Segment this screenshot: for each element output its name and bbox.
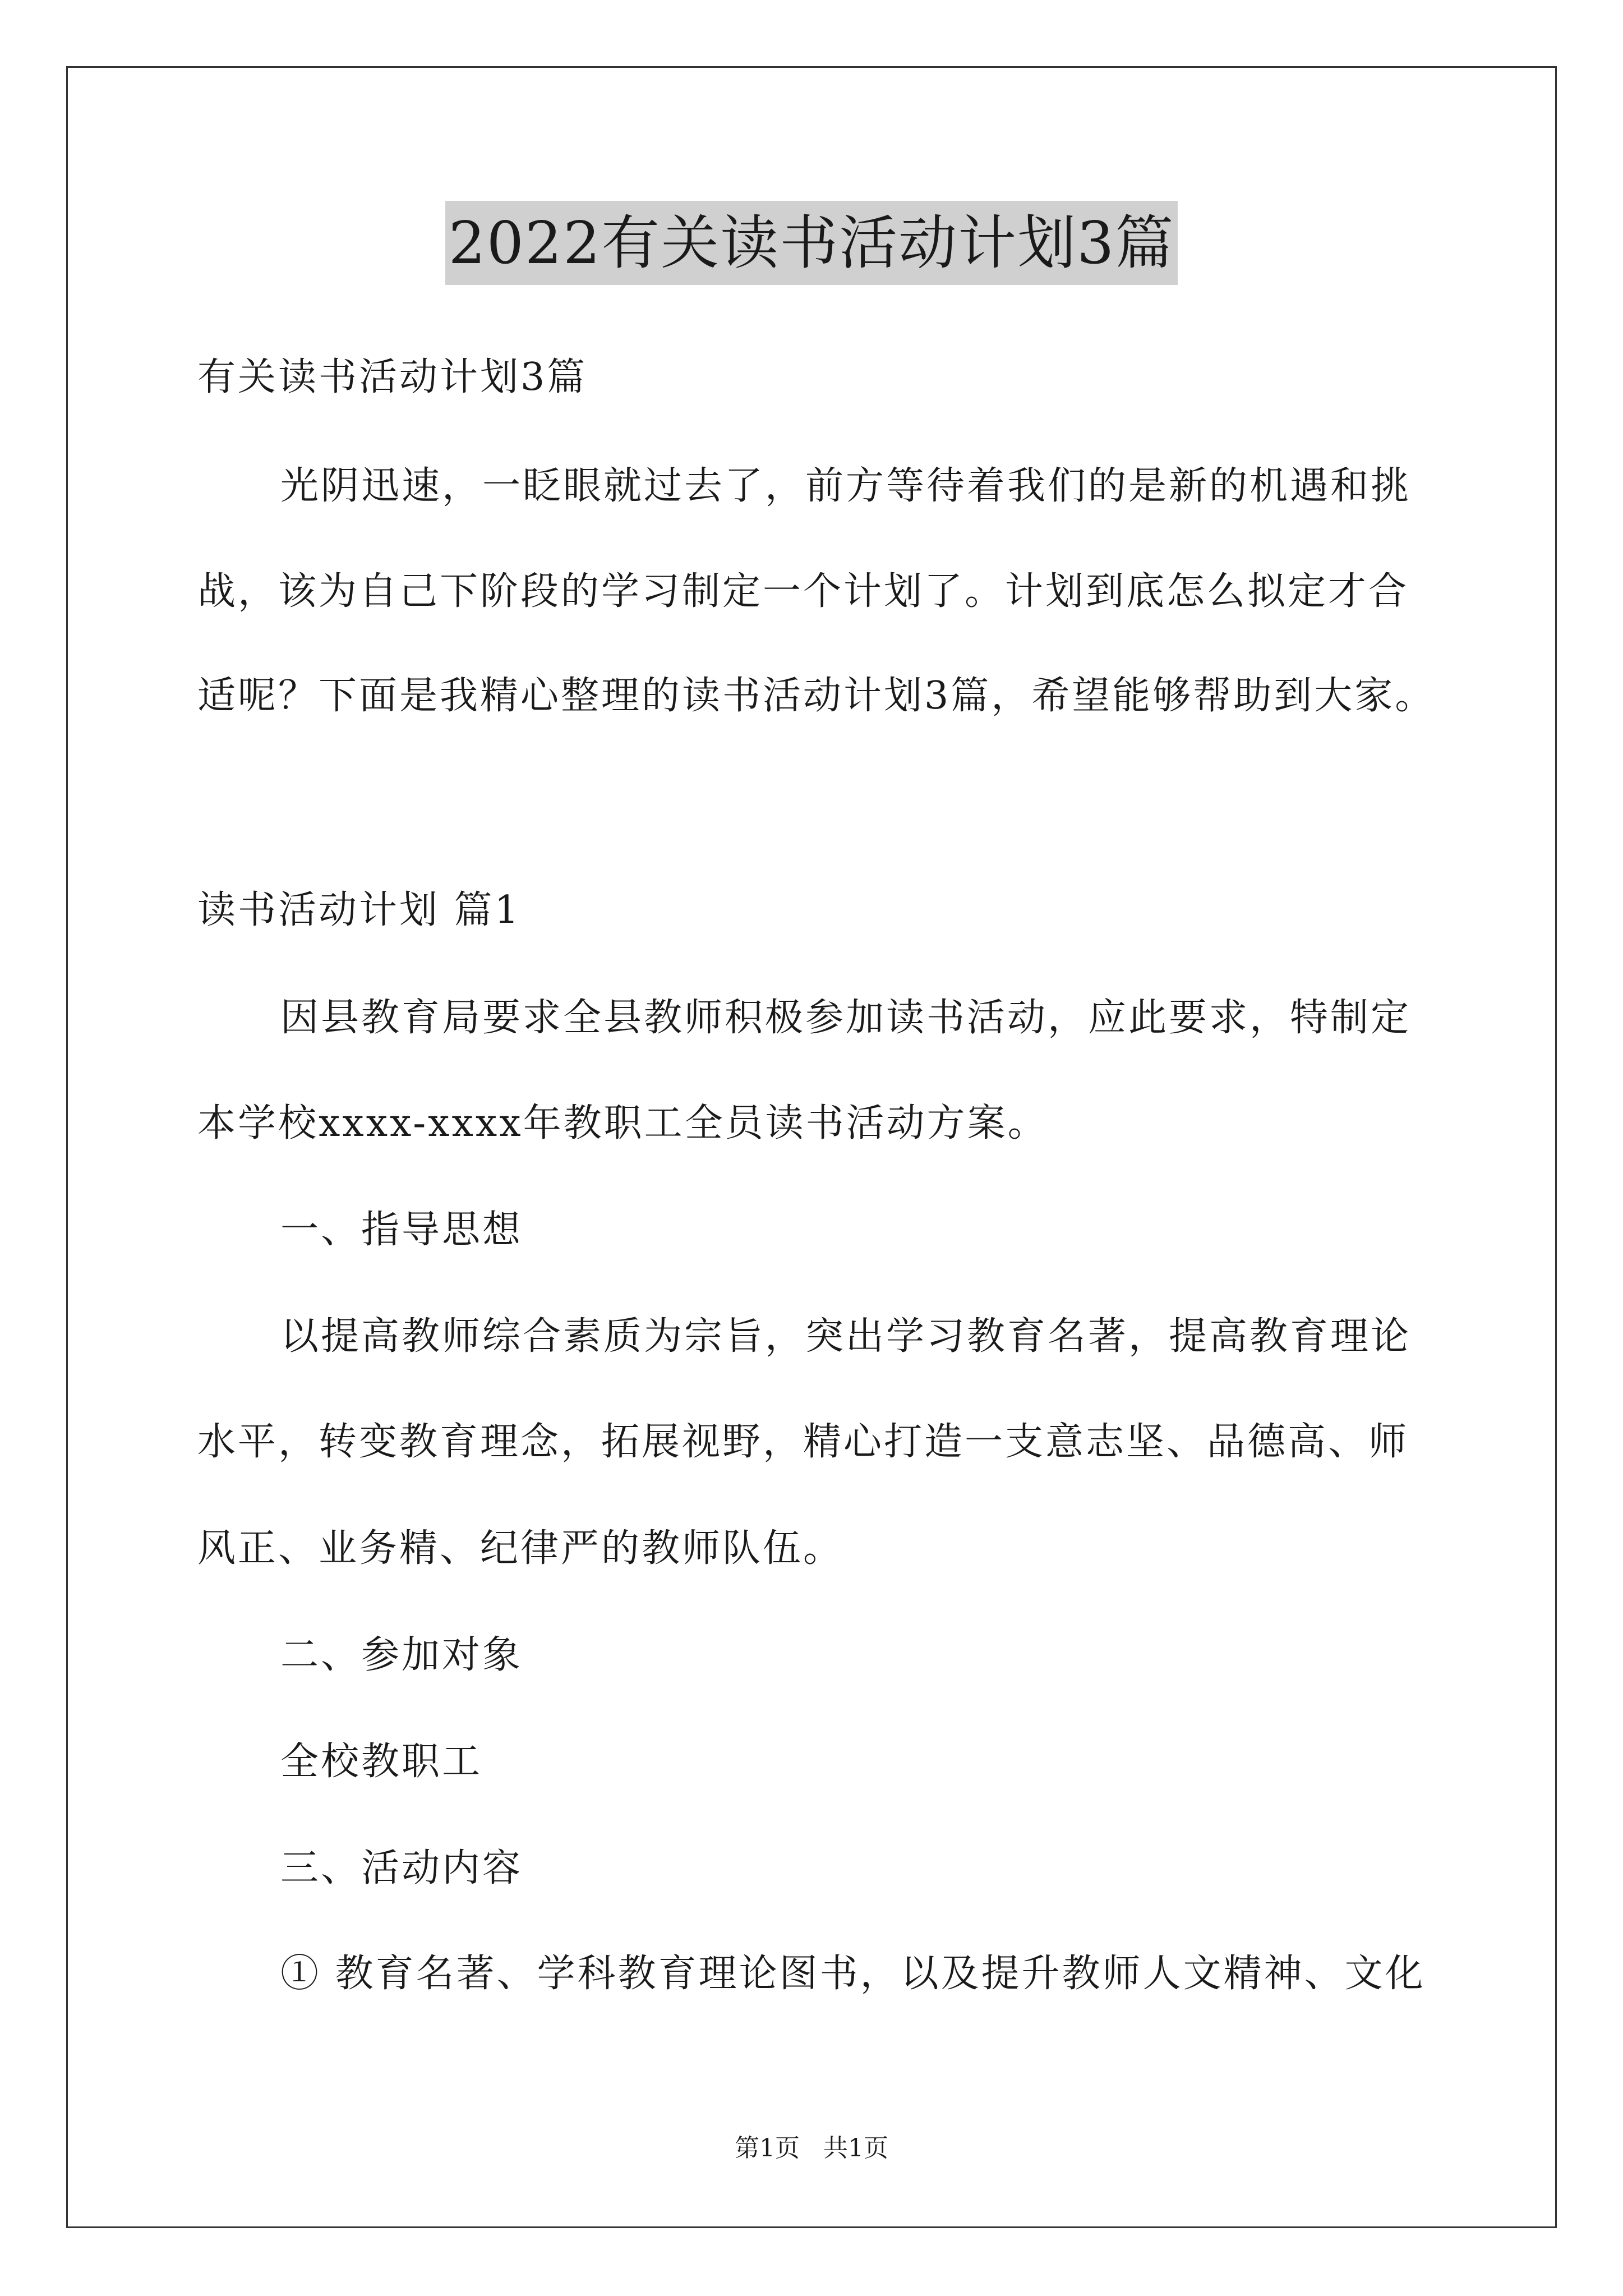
paragraph-line: 因县教育局要求全县教师积极参加读书活动，应此要求，特制定 — [280, 996, 1412, 1040]
paragraph-line: 战，该为自己下阶段的学习制定一个计划了。计划到底怎么拟定才合 — [197, 569, 1409, 614]
paragraph-line: 全校教职工 — [280, 1740, 483, 1784]
paragraph-line: 光阴迅速，一眨眼就过去了，前方等待着我们的是新的机遇和挑 — [280, 464, 1412, 508]
paragraph-line: 本学校xxxx-xxxx年教职工全员读书活动方案。 — [197, 1101, 1048, 1145]
list-item: ① 教育名著、学科教育理论图书，以及提升教师人文精神、文化 — [280, 1952, 1426, 1996]
title-container — [0, 201, 1623, 285]
page-footer — [0, 2132, 1623, 2165]
paragraph-line: 水平，转变教育理念，拓展视野，精心打造一支意志坚、品德高、师 — [197, 1420, 1409, 1464]
paragraph-line: 适呢？下面是我精心整理的读书活动计划3篇，希望能够帮助到大家。 — [197, 674, 1436, 718]
subtitle-line: 有关读书活动计划3篇 — [197, 355, 588, 399]
paragraph-line: 以提高教师综合素质为宗旨，突出学习教育名著，提高教育理论 — [280, 1314, 1412, 1359]
document-title: 2022有关读书活动计划3篇 — [445, 201, 1178, 285]
paragraph-line: 风正、业务精、纪律严的教师队伍。 — [197, 1526, 844, 1571]
page-total: 共1页 — [823, 2134, 888, 2162]
subsection-heading: 一、指导思想 — [280, 1208, 523, 1252]
section-heading: 读书活动计划 篇1 — [197, 888, 521, 932]
subsection-heading: 三、活动内容 — [280, 1846, 523, 1890]
subsection-heading: 二、参加对象 — [280, 1633, 523, 1677]
page-number: 第1页 — [735, 2134, 800, 2162]
